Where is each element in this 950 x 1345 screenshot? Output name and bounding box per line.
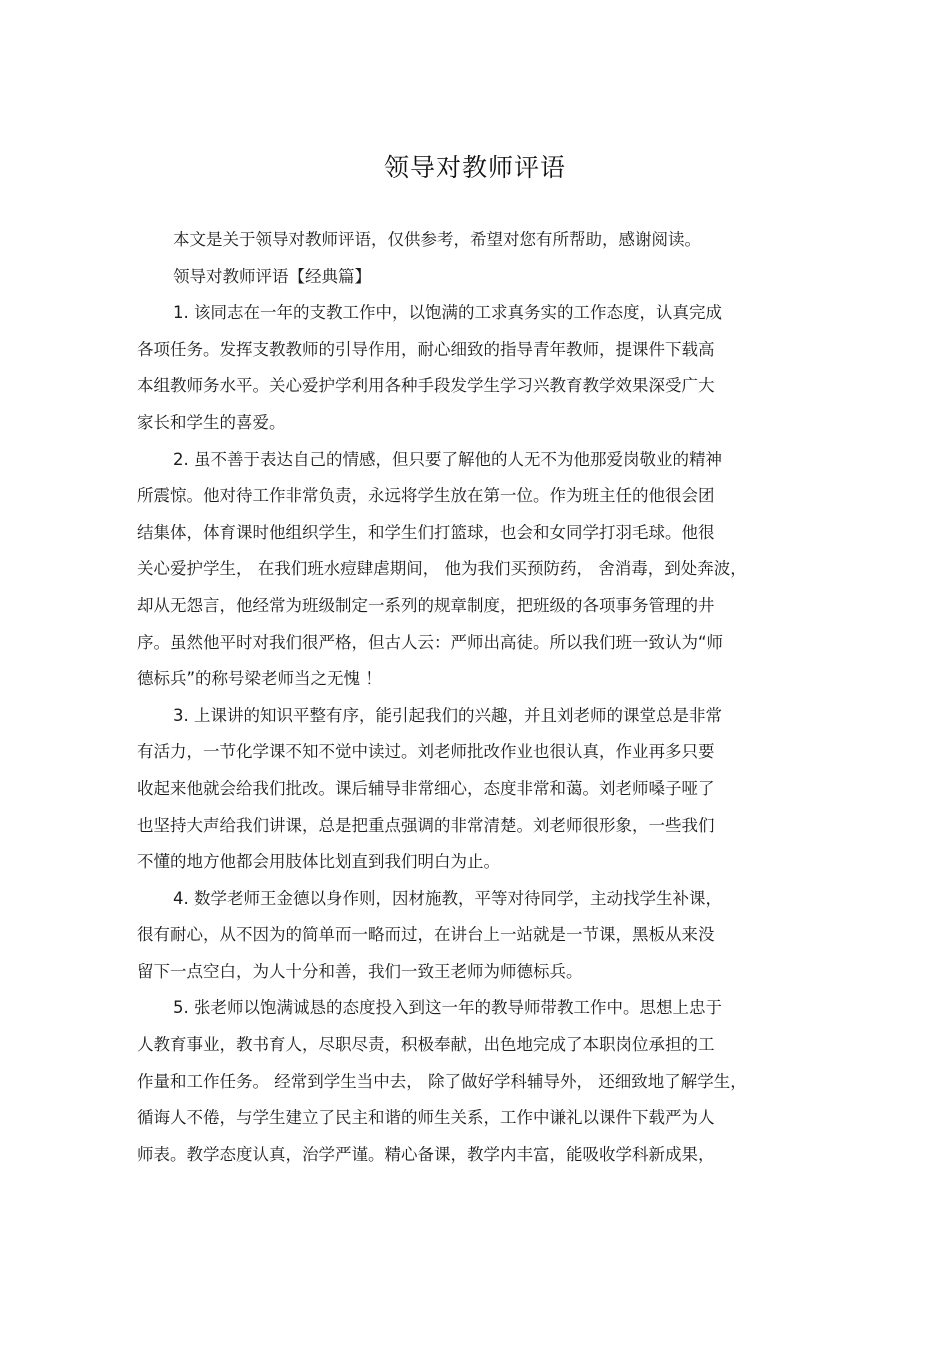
document-body: [137, 222, 803, 1173]
body-line: 家长和学生的喜爱。: [137, 412, 286, 432]
body-line: 循诲人不倦，与学生建立了民主和谐的师生关系，工作中谦礼以课件下载严为人: [137, 1108, 715, 1128]
body-line: 2. 虽不善于表达自己的情感，但只要了解他的人无不为他那爱岗敬业的精神: [173, 449, 722, 469]
body-line: 有活力，一节化学课不知不觉中读过。刘老师批改作业也很认真，作业再多只要: [137, 742, 715, 762]
body-line: 序。虽然他平时对我们很严格，但古人云：严师出高徒。所以我们班一致认为“师: [137, 632, 724, 652]
body-line: 很有耐心，从不因为的简单而一略而过，在讲台上一站就是一节课，黑板从来没: [137, 925, 715, 945]
body-line: 各项任务。发挥支教教师的引导作用，耐心细致的指导青年教师，提课件下载高: [137, 339, 715, 359]
body-line: 关心爱护学生， 在我们班水痘肆虐期间， 他为我们买预防药， 舍消毒，到处奔波，: [137, 559, 747, 579]
body-line: 收起来他就会给我们批改。课后辅导非常细心，态度非常和蔼。刘老师嗓子哑了: [137, 778, 715, 798]
document-title: 领导对教师评语: [383, 153, 566, 182]
body-line: 却从无怨言，他经常为班级制定一系列的规章制度，把班级的各项事务管理的井: [137, 595, 715, 615]
body-line: 5. 张老师以饱满诚恳的态度投入到这一年的教导师带教工作中。思想上忠于: [173, 998, 722, 1018]
body-line: 德标兵”的称号梁老师当之无愧 ！: [137, 669, 382, 689]
body-line: 留下一点空白，为人十分和善，我们一致王老师为师德标兵。: [137, 961, 583, 981]
body-line: 4. 数学老师王金德以身作则，因材施教，平等对待同学，主动找学生补课，: [173, 888, 722, 908]
body-line: 师表。教学态度认真，治学严谨。精心备课，教学内丰富，能吸收学科新成果，: [137, 1144, 715, 1164]
body-line: 本文是关于领导对教师评语，仅供参考，希望对您有所帮助，感谢阅读。: [173, 230, 701, 249]
body-line: 领导对教师评语【经典篇】: [173, 266, 371, 286]
body-line: 结集体，体育课时他组织学生，和学生们打篮球，也会和女同学打羽毛球。他很: [137, 522, 715, 542]
body-line: 所震惊。他对待工作非常负责，永远将学生放在第一位。作为班主任的他很会团: [137, 486, 715, 506]
body-line: 不懂的地方他都会用肢体比划直到我们明白为止。: [137, 852, 500, 872]
body-line: 本组教师务水平。关心爱护学利用各种手段发学生学习兴教育教学效果深受广大: [137, 376, 715, 396]
body-line: 作量和工作任务。 经常到学生当中去， 除了做好学科辅导外， 还细致地了解学生，: [137, 1071, 747, 1091]
body-line: 人教育事业，教书育人，尽职尽责，积极奉献，出色地完成了本职岗位承担的工: [137, 1035, 715, 1055]
body-line: 1. 该同志在一年的支教工作中，以饱满的工求真务实的工作态度，认真完成: [173, 303, 722, 323]
body-line: 3. 上课讲的知识平整有序，能引起我们的兴趣，并且刘老师的课堂总是非常: [173, 705, 722, 725]
body-line: 也坚持大声给我们讲课，总是把重点强调的非常清楚。刘老师很形象，一些我们: [137, 815, 715, 835]
